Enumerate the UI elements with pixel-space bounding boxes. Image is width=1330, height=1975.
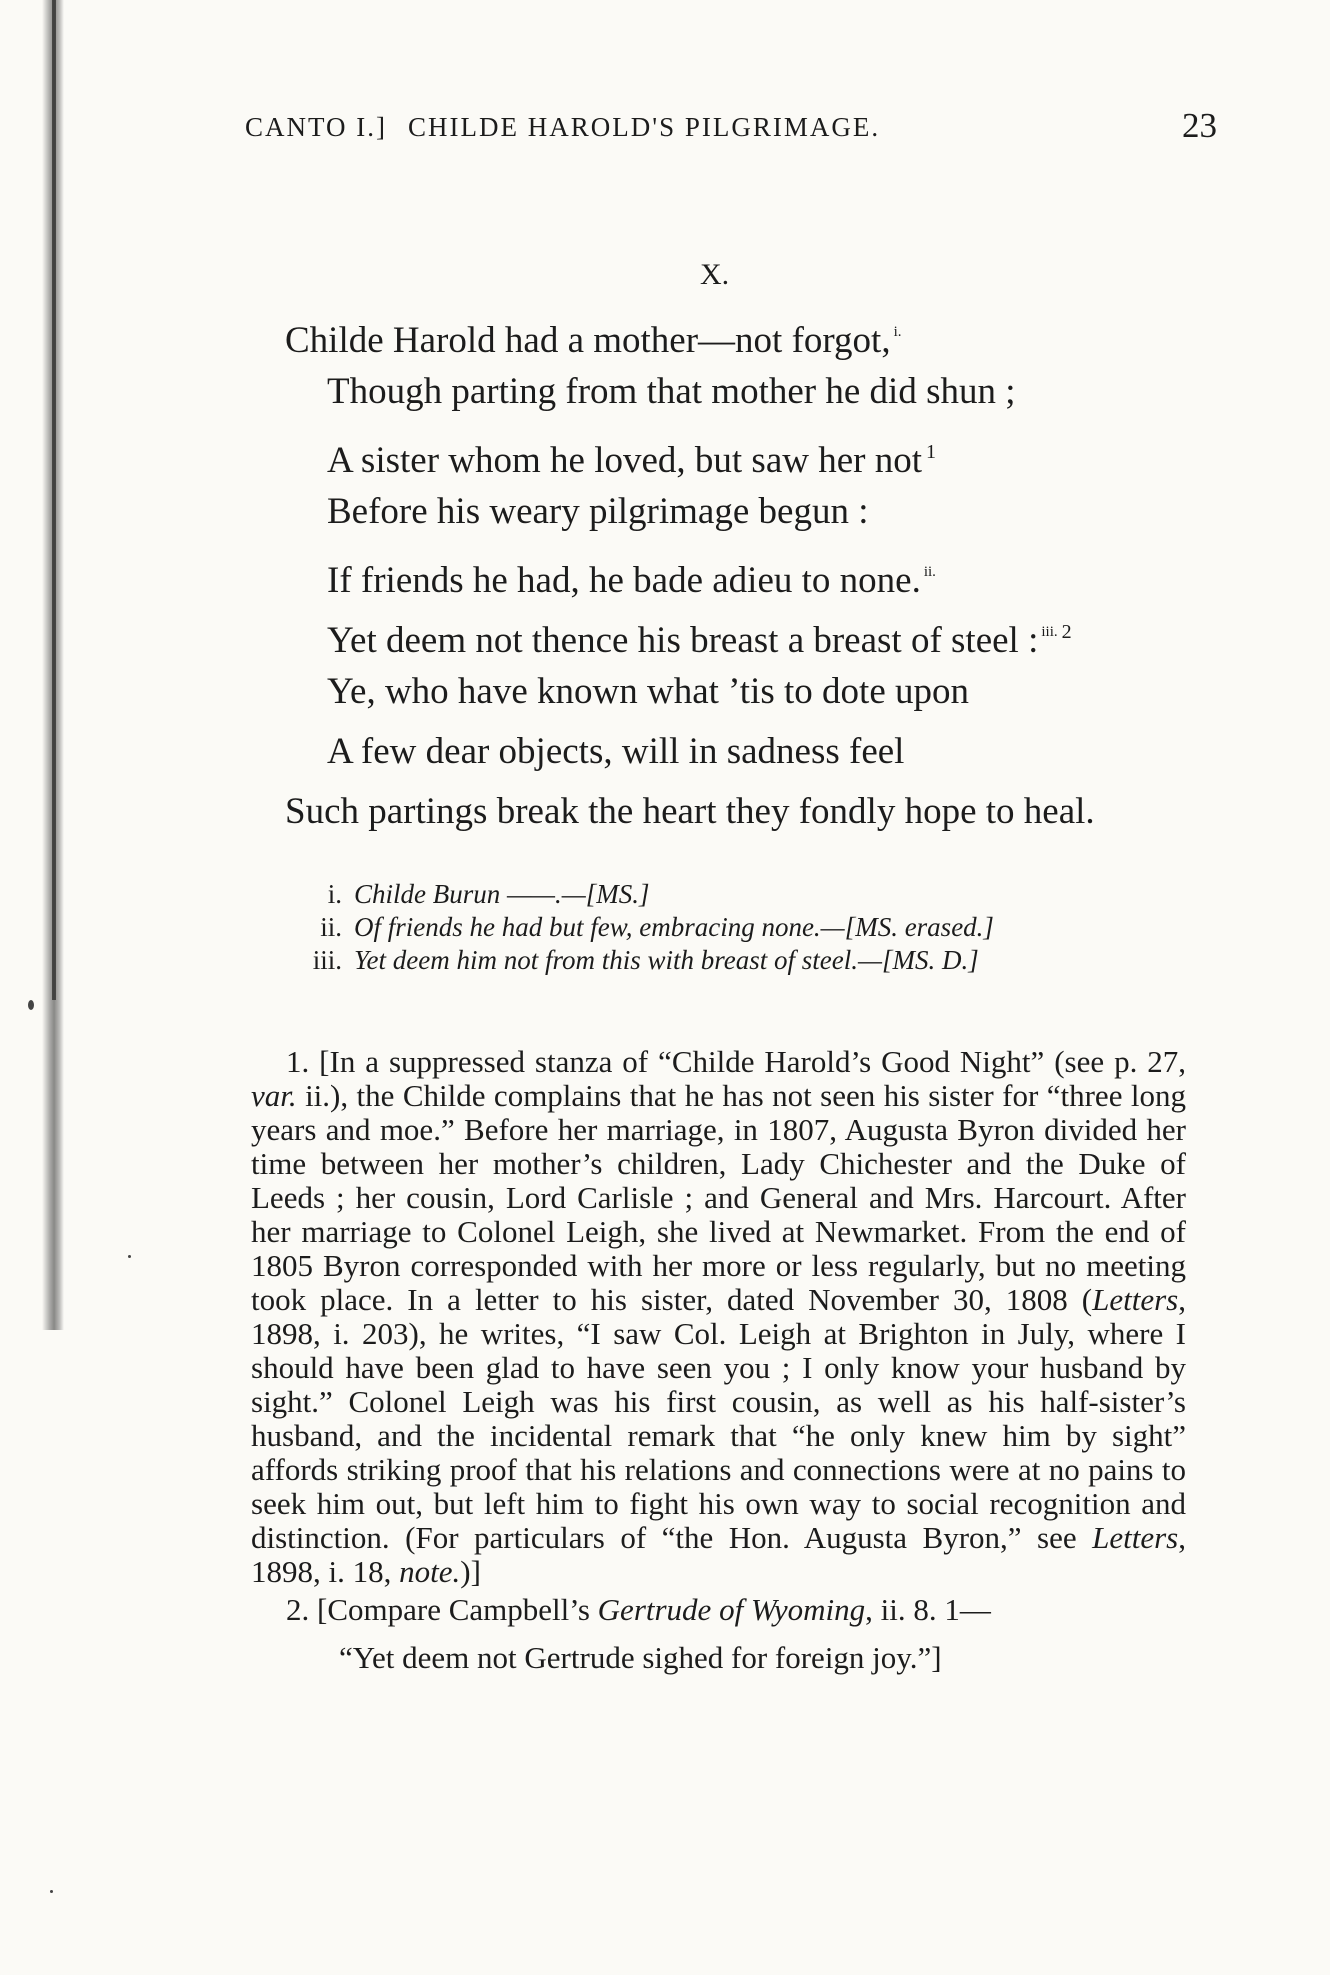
poem-line: Such partings break the heart they fondly hope to heal. — [285, 791, 1095, 832]
canto-label: CANTO I.] — [245, 112, 387, 142]
book-binding-edge — [52, 0, 56, 1000]
variant-reading: ii. Of friends he had but few, embracing none.—[MS. erased.] — [320, 912, 994, 942]
poem-line: Ye, who have known what ’tis to dote upon — [327, 671, 969, 712]
poem-line: A sister whom he loved, but saw her not $^1$ — [327, 440, 936, 481]
poem-line: Yet deem not thence his breast a breast of steel : $^{iii.}$ $^2$ — [327, 620, 1072, 661]
poem-line: If friends he had, he bade adieu to none. $^{ii.}$ — [327, 560, 936, 601]
page-number: 23 — [1182, 106, 1217, 145]
variant-marker: i. — [893, 324, 902, 340]
poem-line: Before his weary pilgrimage begun : — [327, 491, 869, 532]
poem-line: Though parting from that mother he did shun ; — [327, 371, 1016, 412]
footnote-2: 2. [Compare Campbell’s Gertrude of Wyoming, ii. 8. 1— — [286, 1592, 991, 1627]
variant-marker: iii. — [1041, 624, 1058, 640]
running-header — [245, 106, 1217, 156]
variant-marker: ii. — [923, 564, 936, 580]
stanza-text — [285, 302, 1245, 842]
poem-line: Childe Harold had a mother—not forgot, $^{i.}$ — [285, 320, 902, 361]
footnote-marker: 2 — [1061, 621, 1072, 643]
variant-readings — [280, 878, 1220, 977]
footnote-quote: “Yet deem not Gertrude sighed for foreign joy.”] — [339, 1640, 942, 1675]
scan-speck — [128, 1255, 131, 1258]
footnotes — [251, 1045, 1186, 1675]
scan-speck — [28, 1000, 34, 1010]
poem-line: A few dear objects, will in sadness feel — [327, 731, 905, 772]
footnote-marker: 1 — [926, 441, 936, 463]
footnote-1: 1. [In a suppressed stanza of “Childe Harold’s Good Night” (see p. 27, var. ii.), the Childe complains that he has not seen his sister for “three long years and moe.” Before her marriage, in 1807, Augusta Byron divided her time between her mother’s children, Lady Chichester and the Duke of Leeds ; her cousin, Lord Carlisle ; and General and Mrs. Harcourt. After her marriage to Colonel Leigh, she lived at Newmarket. From the end of 1805 Byron corresponded with her more or less regularly, but no meeting took place. In a letter to his sister, dated November 30, 1808 (Letters, 1898, i. 203), he writes, “I saw Col. Leigh at Brighton in July, where I should have been glad to have seen you ; I only know your husband by sight.” Colonel Leigh was his first cousin, as well as his half-sister’s husband, and the incidental remark that “he only knew him by sight” affords striking proof that his relations and connections were at no pains to seek him out, but left him to fight his own way to social recognition and distinction. (For particulars of “the Hon. Augusta Byron,” see Letters, 1898, i. 18, note.)] — [251, 1044, 1186, 1589]
variant-reading: iii. Yet deem him not from this with breast of steel.—[MS. D.] — [312, 945, 979, 975]
scan-speck — [50, 1890, 53, 1893]
stanza-number: X. — [700, 258, 730, 291]
book-title: CHILDE HAROLD'S PILGRIMAGE. — [408, 112, 881, 142]
variant-reading: i. Childe Burun ——.—[MS.] — [327, 879, 650, 909]
